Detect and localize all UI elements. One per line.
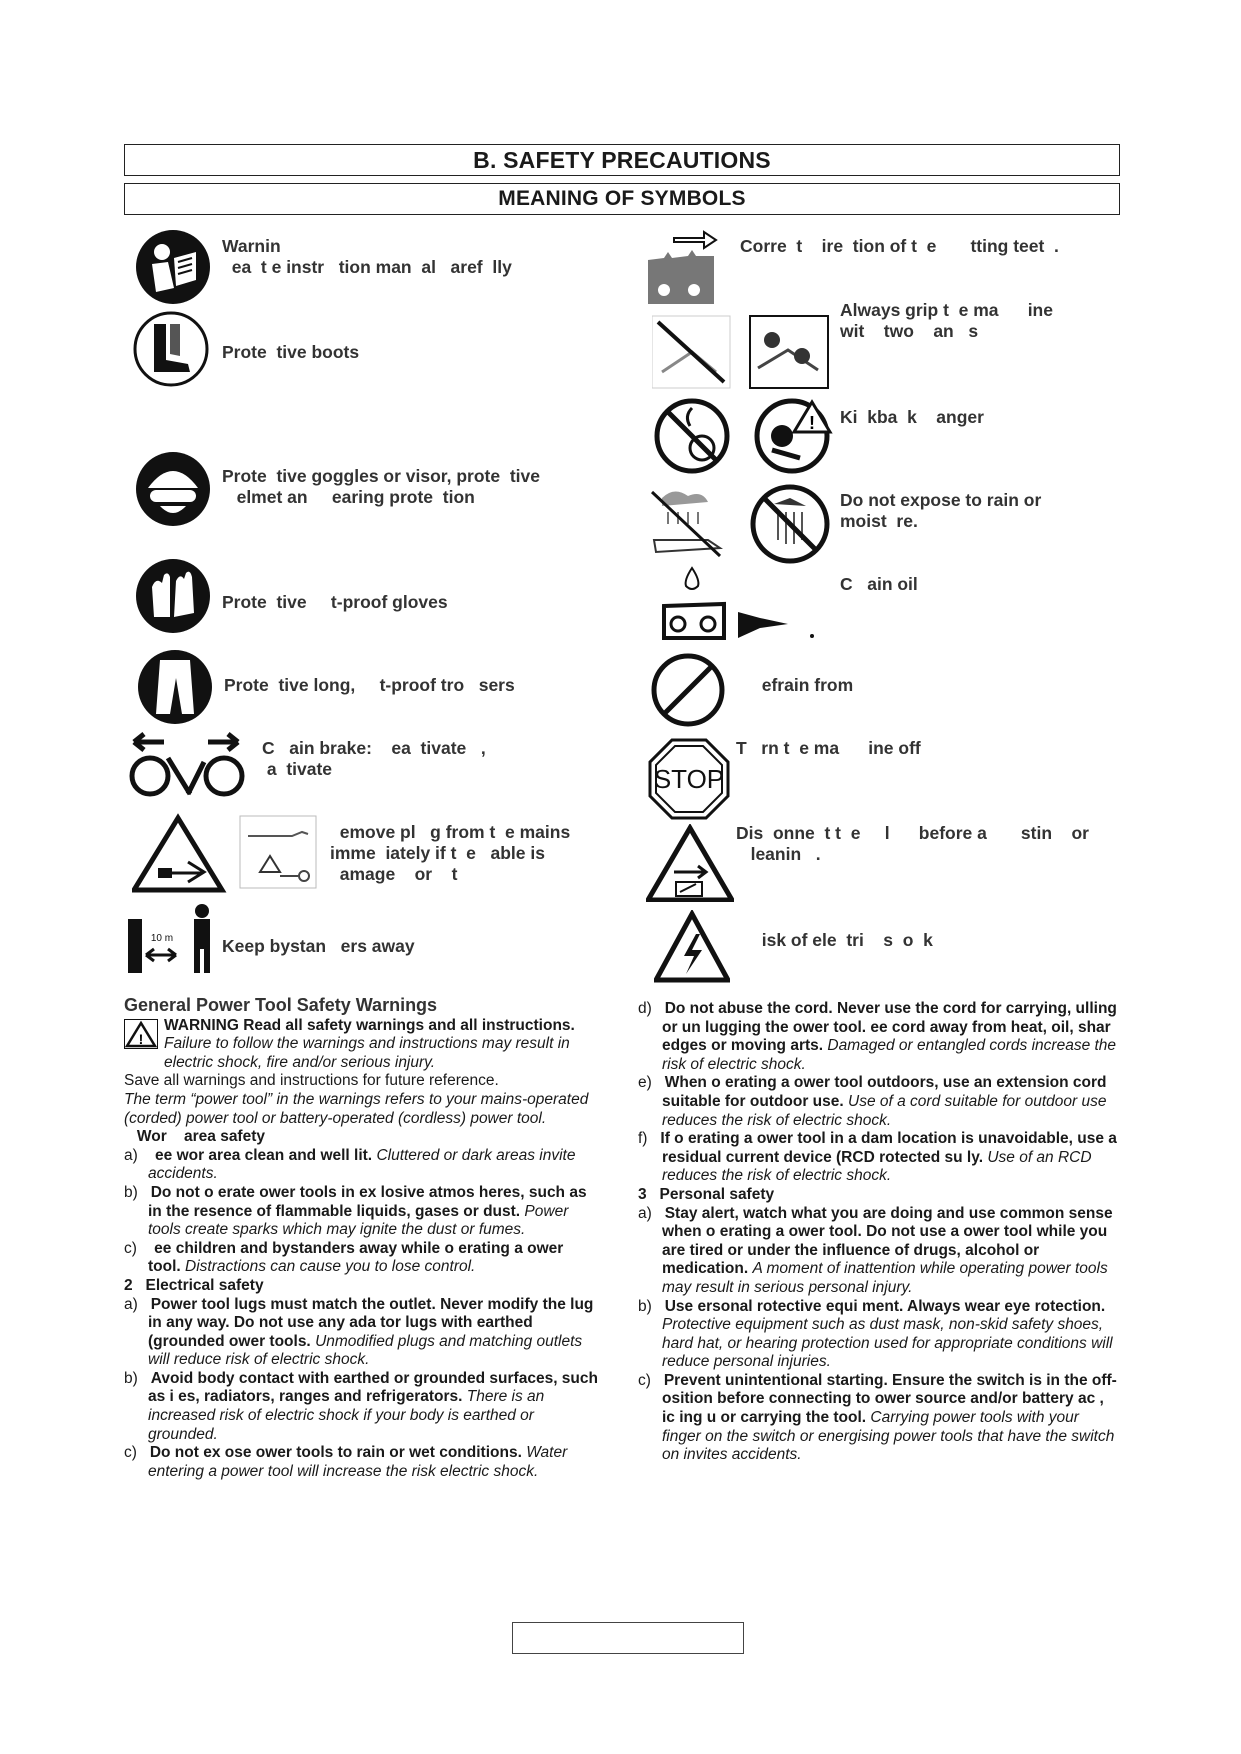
list-item: c) ee children and bystanders away while o erating a ower tool. Distractions can cause you to lose control. (124, 1239, 564, 1276)
symbol-label-brake: C ain brake: ea tivate , a tivate (262, 738, 486, 779)
section-work-area: Wor area safety (124, 1128, 265, 1146)
list-item: a) ee wor area clean and well lit. Cluttered or dark areas invite accidents. (124, 1146, 576, 1183)
page-title: B. SAFETY PRECAUTIONS (124, 144, 1120, 176)
distance-label: 10 m (150, 933, 174, 944)
list-item: b) Use ersonal rotective equi ment. Always wear eye rotection. Protective equipment such as dust mask, non-skid safety shoes, hard hat, or hearing protection used for appropriate conditions will reduce personal injuries. (638, 1297, 1113, 1371)
warning-italic-text: Failure to follow the warnings and instructions may result in electric shock, fire and/or serious injury. (164, 1035, 570, 1071)
stop-sign-icon (648, 738, 730, 820)
bystanders-icon (126, 903, 218, 975)
symbol-label-oil: C ain oil (840, 574, 918, 594)
remove-plug-icon (132, 812, 322, 896)
stop-sign-text: STOP (653, 764, 725, 794)
chain-brake-icon (124, 728, 252, 800)
symbol-label-direction: Corre t ire tion of t e tting teet . (740, 236, 1059, 256)
two-hands-icon (652, 312, 832, 390)
symbol-label-grip: Always grip t e ma ine wit two an s (840, 300, 1053, 341)
disconnect-tool-icon (646, 824, 734, 902)
list-item: e) When o erating a ower tool outdoors, use an extension cord suitable for outdoor use. Use of a cord suitable for outdoor use reduces the risk of electric shock. (638, 1074, 1107, 1129)
symbol-label-stop: T rn t e ma ine off (736, 738, 921, 758)
trousers-icon (136, 648, 214, 726)
symbol-label-bystanders: Keep bystan ers away (222, 936, 415, 956)
list-item: b) Avoid body contact with earthed or grounded surfaces, such as i es, radiators, ranges and refrigerators. There is an increased risk of electric shock if your body is earthed or grounded. (124, 1369, 598, 1443)
symbol-label-manual: Warnin ea t e instr tion man al aref lly (222, 236, 512, 277)
warning-bold-text: WARNING Read all safety warnings and all instructions. (164, 1016, 575, 1034)
list-item: c) Do not ex ose ower tools to rain or wet conditions. Water entering a power tool will increase the risk electric shock. (124, 1444, 568, 1480)
warning-triangle-icon (124, 1019, 158, 1055)
symbol-label-electric: isk of ele tri s o k (752, 930, 933, 950)
list-item: b) Do not o erate ower tools in ex losive atmos heres, such as in the resence of flammable liquids, gases or dust. Power tools create sparks which may ignite the dust or fumes. (124, 1183, 587, 1239)
list-item: d) Do not abuse the cord. Never use the cord for carrying, ulling or un lugging the ower tool. ee cord away from heat, oil, shar edges or moving arts. Damaged or entangled cords increase the risk of electric shock. (638, 1000, 1117, 1073)
chain-oil-icon (660, 566, 820, 646)
prohibited-icon (650, 652, 726, 728)
warnings-heading: General Power Tool Safety Warnings (124, 995, 438, 1015)
helmet-goggles-icon (134, 450, 212, 528)
section-electrical-safety: 2 Electrical safety (124, 1276, 264, 1294)
svg-text:!: ! (809, 413, 815, 433)
list-item: a) Power tool lugs must match the outlet. Never modify the lug in any way. Do not use any ada tor lugs with earthed (grounded ower tools. Unmodified plugs and matching outlets will reduce risk of electric shock. (124, 1295, 594, 1369)
gloves-icon (134, 557, 212, 635)
symbol-label-trousers: Prote tive long, t-proof tro sers (224, 675, 515, 695)
power-tool-definition: The term “power tool” in the warnings refers to your mains-operated (corded) power tool or battery-operated (cordless) power tool. (124, 1090, 589, 1127)
symbol-label-rain: Do not expose to rain or moist re. (840, 490, 1042, 531)
save-instructions: Save all warnings and instructions for future reference. (124, 1072, 499, 1090)
section-personal-safety: 3 Personal safety (638, 1185, 775, 1203)
no-rain-icon (648, 484, 834, 564)
read-manual-icon (134, 228, 212, 306)
cutting-direction-icon (644, 226, 720, 306)
list-item: c) Prevent unintentional starting. Ensure the switch is in the off- osition before connecting to ower source and/or battery ac , ic ing u or carrying the tool. Carrying power tools with your finger on the switch or energising power tools that have the switch on invites accidents. (638, 1371, 1117, 1464)
symbol-label-goggles: Prote tive goggles or visor, prote tive elmet an earing prote tion (222, 466, 540, 507)
symbol-label-disconnect: Dis onne t t e l before a stin or leanin . (736, 823, 1089, 864)
list-item: a) Stay alert, watch what you are doing and use common sense when o erating a ower tool. Do not use a ower tool while you are tired or under the influence of drugs, alcohol or medication. A moment of inattention while operating power tools may result in serious personal injury. (638, 1204, 1113, 1296)
warnings-left-column (124, 996, 600, 1481)
boots-icon (132, 310, 210, 388)
symbol-label-plug: emove pl g from t e mains imme iately if t e able is amage or t (330, 822, 571, 884)
electric-shock-icon (654, 910, 730, 984)
symbol-label-refrain: efrain from (752, 675, 854, 695)
symbol-label-gloves: Prote tive t-proof gloves (222, 592, 448, 612)
kickback-icon (654, 396, 834, 476)
section-subtitle: MEANING OF SYMBOLS (124, 183, 1120, 215)
symbol-label-kickback: Ki kba k anger (840, 407, 984, 427)
svg-text:!: ! (138, 1030, 144, 1047)
page-number-box (512, 1622, 744, 1654)
warnings-right-column (638, 1000, 1118, 1465)
symbol-label-boots: Prote tive boots (222, 342, 360, 362)
list-item: f) If o erating a ower tool in a dam location is unavoidable, use a residual current device (RCD rotected su ly. Use of an RCD reduces the risk of electric shock. (638, 1130, 1117, 1185)
